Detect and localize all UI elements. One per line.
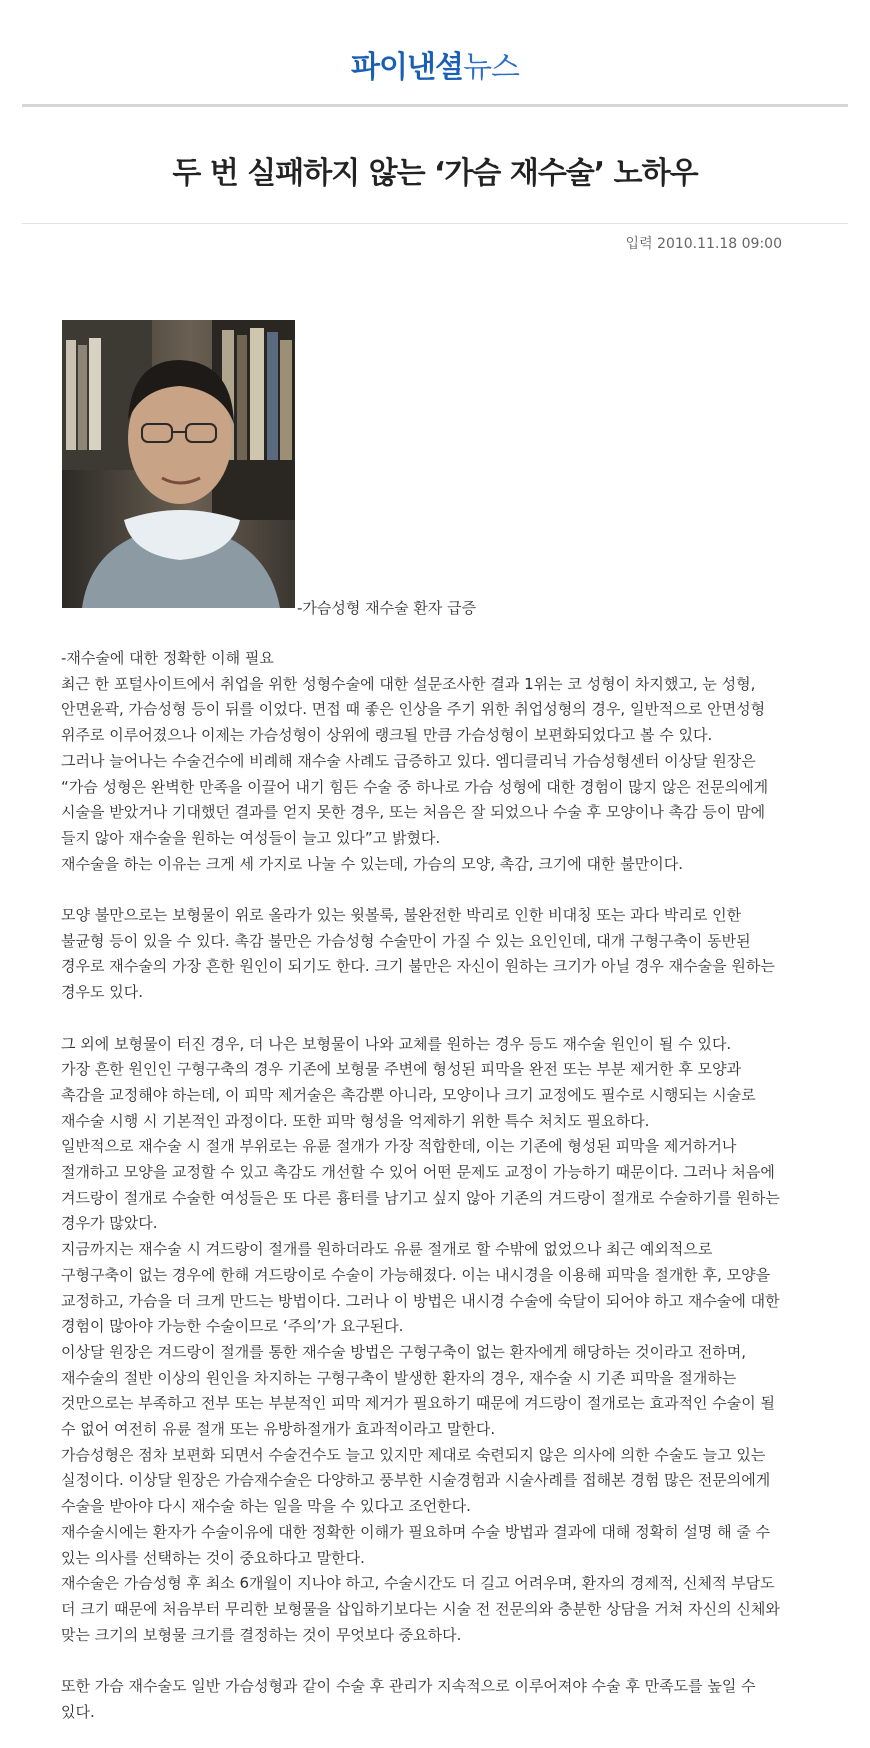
article-line: 절개하고 모양을 교정할 수 있고 촉감도 개선할 수 있어 어떤 문제도 교정이 가능하기 때문이다. 그러나 처음에 (61, 1163, 775, 1182)
logo-main-text: 파이낸셜 (351, 50, 463, 85)
article-line: 가슴성형은 점차 보편화 되면서 수술건수도 늘고 있지만 제대로 숙련되지 않은 의사에 의한 수술도 늘고 있는 (61, 1445, 766, 1464)
article-line (61, 1006, 821, 1032)
article-line: 맞는 크기의 보형물 크기를 결정하는 것이 무엇보다 중요하다. (61, 1625, 462, 1644)
article-line: 지금까지는 재수술 시 겨드랑이 절개를 원하더라도 유륜 절개로 할 수밖에 없었으나 최근 예외적으로 (61, 1240, 713, 1259)
article-line: 일반적으로 재수술 시 절개 부위로는 유륜 절개가 가장 적합한데, 이는 기존에 형성된 피막을 제거하거나 (61, 1137, 737, 1156)
article-line: 최근 한 포털사이트에서 취업을 위한 성형수술에 대한 설문조사한 결과 1위는 코 성형이 차지했고, 눈 성형, (61, 674, 756, 693)
article-line: 시술을 받았거나 기대했던 결과를 얻지 못한 경우, 또는 처음은 잘 되었으나 수술 후 모양이나 촉감 등이 맘에 (61, 803, 766, 822)
article-body (61, 646, 821, 1725)
article-line: 재수술을 하는 이유는 크게 세 가지로 나눌 수 있는데, 가슴의 모양, 촉감, 크기에 대한 불만이다. (61, 854, 683, 873)
article-line (61, 1648, 821, 1674)
article-line: 재수술 시행 시 기본적인 과정이다. 또한 피막 형성을 억제하기 위한 특수 처치도 필요하다. (61, 1111, 650, 1130)
article-line: 구형구축이 없는 경우에 한해 겨드랑이로 수술이 가능해졌다. 이는 내시경을 이용해 피막을 절개한 후, 모양을 (61, 1265, 771, 1284)
article-line: 것만으로는 부족하고 전부 또는 부분적인 피막 제거가 필요하기 때문에 겨드랑이 절개로는 효과적인 수술이 될 (61, 1394, 776, 1413)
article-line: 안면윤곽, 가슴성형 등이 뒤를 이었다. 면접 때 좋은 인상을 주기 위한 취업성형의 경우, 일반적으로 안면성형 (61, 700, 766, 719)
doctor-portrait-image (62, 320, 295, 608)
article-line: 촉감을 교정해야 하는데, 이 피막 제거술은 촉감뿐 아니라, 모양이나 크기 교정에도 필수로 시행되는 시술로 (61, 1085, 756, 1104)
article-line: 가장 흔한 원인인 구형구축의 경우 기존에 보형물 주변에 형성된 피막을 완전 또는 부분 제거한 후 모양과 (61, 1060, 742, 1079)
article-line: 불균형 등이 있을 수 있다. 촉감 불만은 가슴성형 수술만이 가질 수 있는 요인인데, 대개 구형구축이 동반된 (61, 931, 751, 950)
article-line: 그러나 늘어나는 수술건수에 비례해 재수술 사례도 급증하고 있다. 엠디클리닉 가슴성형센터 이상달 원장은 (61, 751, 756, 770)
article-line: 실정이다. 이상달 원장은 가슴재수술은 다양하고 풍부한 시술경험과 시술사례를 접해본 경험 많은 전문의에게 (61, 1471, 771, 1490)
photo-caption: -가슴성형 재수술 환자 급증 (297, 599, 477, 617)
article-line: -재수술에 대한 정확한 이해 필요 (61, 649, 274, 667)
article-line: 그 외에 보형물이 터진 경우, 더 나은 보형물이 나와 교체를 원하는 경우 등도 재수술 원인이 될 수 있다. (61, 1034, 732, 1053)
article-line: 또한 가슴 재수술도 일반 가슴성형과 같이 수술 후 관리가 지속적으로 이루어져야 수술 후 만족도를 높일 수 (61, 1677, 756, 1696)
site-logo[interactable] (0, 42, 870, 86)
article-line: 수 없어 여전히 유륜 절개 또는 유방하절개가 효과적이라고 말한다. (61, 1420, 496, 1439)
article-line: 재수술은 가슴성형 후 최소 6개월이 지나야 하고, 수술시간도 더 길고 어려우며, 환자의 경제적, 신체적 부담도 (61, 1574, 775, 1593)
article-line: 교정하고, 가슴을 더 크게 만드는 방법이다. 그러나 이 방법은 내시경 수술에 숙달이 되어야 하고 재수술에 대한 (61, 1291, 780, 1310)
article-line: 경우가 많았다. (61, 1214, 158, 1233)
article-line: 경우로 재수술의 가장 흔한 원인이 되기도 한다. 크기 불만은 자신이 원하는 크기가 아닐 경우 재수술을 원하는 (61, 957, 775, 976)
article-line: “가슴 성형은 완벽한 만족을 이끌어 내기 힘든 수술 중 하나로 가슴 성형에 대한 경험이 많지 않은 전문의에게 (61, 777, 769, 796)
header-divider (22, 104, 848, 107)
article-title: 두 번 실패하지 않는 ‘가슴 재수술’ 노하우 (172, 156, 698, 191)
article-line: 경우도 있다. (61, 983, 143, 1002)
article-line (61, 877, 821, 903)
article-line: 겨드랑이 절개로 수술한 여성들은 또 다른 흉터를 남기고 싶지 않아 기존의 겨드랑이 절개로 수술하기를 원하는 (61, 1188, 780, 1207)
article-line: 수술을 받아야 다시 재수술 하는 일을 막을 수 있다고 조언한다. (61, 1497, 471, 1516)
article-line: 재수술시에는 환자가 수술이유에 대한 정확한 이해가 필요하며 수술 방법과 결과에 대해 정확히 설명 해 줄 수 (61, 1522, 771, 1541)
article-line: 이상달 원장은 겨드랑이 절개를 통한 재수술 방법은 구형구축이 없는 환자에게 해당하는 것이라고 전하며, (61, 1342, 747, 1361)
article-line: 모양 불만으로는 보형물이 위로 올라가 있는 윗볼룩, 불완전한 박리로 인한 비대칭 또는 과다 박리로 인한 (61, 906, 742, 925)
article-line: 위주로 이루어졌으나 이제는 가슴성형이 상위에 랭크될 만큼 가슴성형이 보편화되었다고 볼 수 있다. (61, 726, 713, 745)
article-photo (62, 320, 295, 608)
article-line: 있다. (61, 1702, 95, 1721)
article-line: 경험이 많아야 가능한 수술이므로 ‘주의’가 요구된다. (61, 1317, 404, 1336)
article-line: 더 크기 때문에 처음부터 무리한 보형물을 삽입하기보다는 시술 전 전문의와 충분한 상담을 거쳐 자신의 신체와 (61, 1599, 780, 1618)
article-line: 들지 않아 재수술을 원하는 여성들이 늘고 있다”고 밝혔다. (61, 828, 441, 847)
article-line: 있는 의사를 선택하는 것이 중요하다고 말한다. (61, 1548, 365, 1567)
logo-sub-text: 뉴스 (462, 50, 519, 85)
article-line: 재수술의 절반 이상의 원인을 차지하는 구형구축이 발생한 환자의 경우, 재수술 시 기존 피막을 절개하는 (61, 1368, 737, 1387)
title-divider (22, 223, 848, 224)
publish-date: 입력 2010.11.18 09:00 (625, 236, 782, 252)
